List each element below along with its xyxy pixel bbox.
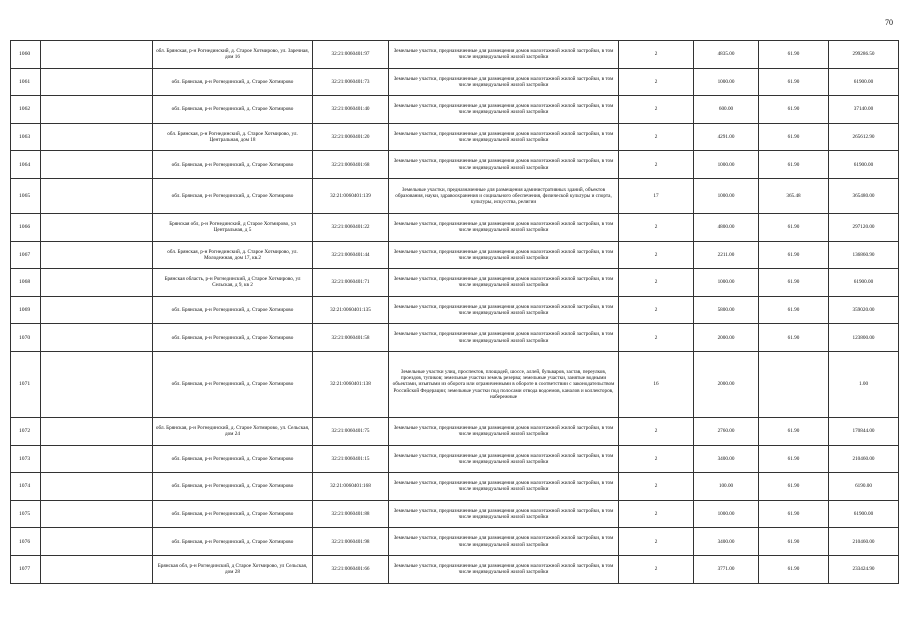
cadastral-value-cell: 365480.00 [829,178,899,213]
cadastral-number-cell: 32:21:0060401:168 [313,473,389,501]
blank-cell [41,178,153,213]
use-group-cell: 2 [619,213,694,241]
land-use-purpose-cell: Земельные участки, предназначенные для размещения домов малоэтажной жилой застройки, в том числе индивидуальной жилой застройки [389,68,619,96]
address-cell: обл. Брянская, р-н Рогнединский, д. Старое Хотмирово, ул. Молодежная, дом 17, кв.2 [153,241,313,269]
table-row [11,324,899,352]
address-cell: обл. Брянская, р-н Рогнединский, д. Старое Хотмирово [153,324,313,352]
address-cell: обл. Брянская, р-н Рогнединский, д. Старое Хотмирово, ул. Заречная, дом 16 [153,41,313,69]
table-row [11,96,899,124]
land-use-purpose-cell: Земельные участки, предназначенные для размещения домов малоэтажной жилой застройки, в том числе индивидуальной жилой застройки [389,473,619,501]
row-number-cell: 1074 [11,473,41,501]
land-use-purpose-cell: Земельные участки, предназначенные для размещения домов малоэтажной жилой застройки, в том числе индивидуальной жилой застройки [389,123,619,151]
use-group-cell: 2 [619,241,694,269]
cadastral-number-cell: 32:21:0060401:75 [313,417,389,445]
use-group-cell: 2 [619,123,694,151]
blank-cell [41,41,153,69]
cadastral-value-cell: 61900.00 [829,269,899,297]
address-cell: обл. Брянская, р-н Рогнединский, д. Старое Хотмирово, ул. Сельская, дом 24 [153,417,313,445]
blank-cell [41,68,153,96]
cadastral-value-cell: 136860.90 [829,241,899,269]
land-use-purpose-cell: Земельные участки, предназначенные для размещения домов малоэтажной жилой застройки, в том числе индивидуальной жилой застройки [389,241,619,269]
area-cell: 2760.00 [694,417,759,445]
specific-value-cell: 61.90 [759,324,829,352]
address-cell: Брянская обл, р-н Рогнединский, д Старое Хотмирово, ул Центральная, д 5 [153,213,313,241]
table-row [11,151,899,179]
area-cell: 3771.00 [694,555,759,583]
land-use-purpose-cell: Земельные участки, предназначенные для размещения домов малоэтажной жилой застройки, в том числе индивидуальной жилой застройки [389,324,619,352]
land-use-purpose-cell: Земельные участки, предназначенные для размещения домов малоэтажной жилой застройки, в том числе индивидуальной жилой застройки [389,555,619,583]
table-row [11,417,899,445]
cadastral-number-cell: 32:21:0060401:68 [313,151,389,179]
use-group-cell: 2 [619,296,694,324]
address-cell: обл. Брянская, р-н Рогнединский, д. Старое Хотмирово [153,445,313,473]
cadastral-value-cell: 265612.90 [829,123,899,151]
use-group-cell: 2 [619,41,694,69]
blank-cell [41,500,153,528]
row-number-cell: 1062 [11,96,41,124]
cadastral-number-cell: 32:21:0060401:40 [313,96,389,124]
row-number-cell: 1061 [11,68,41,96]
specific-value-cell: 61.90 [759,528,829,556]
specific-value-cell: 61.90 [759,296,829,324]
blank-cell [41,417,153,445]
area-cell: 2211.00 [694,241,759,269]
area-cell: 2000.00 [694,324,759,352]
cadastral-value-cell: 233424.90 [829,555,899,583]
specific-value-cell: 61.90 [759,41,829,69]
specific-value-cell: 61.90 [759,269,829,297]
cadastral-value-cell: 1.00 [829,351,899,417]
area-cell: 1000.00 [694,269,759,297]
blank-cell [41,445,153,473]
blank-cell [41,528,153,556]
table-row [11,445,899,473]
cadastral-value-cell: 210460.00 [829,445,899,473]
area-cell: 100.00 [694,473,759,501]
cadastral-number-cell: 32:21:0060401:135 [313,296,389,324]
land-use-purpose-cell: Земельные участки, предназначенные для размещения домов малоэтажной жилой застройки, в том числе индивидуальной жилой застройки [389,269,619,297]
specific-value-cell: 61.90 [759,213,829,241]
area-cell: 4800.00 [694,213,759,241]
specific-value-cell: 61.90 [759,241,829,269]
land-use-purpose-cell: Земельные участки, предназначенные для размещения домов малоэтажной жилой застройки, в том числе индивидуальной жилой застройки [389,151,619,179]
cadastral-value-cell: 123800.00 [829,324,899,352]
use-group-cell: 2 [619,68,694,96]
area-cell: 3400.00 [694,445,759,473]
cadastral-number-cell: 32:21:0060401:73 [313,68,389,96]
cadastral-value-cell: 170844.00 [829,417,899,445]
row-number-cell: 1063 [11,123,41,151]
row-number-cell: 1069 [11,296,41,324]
blank-cell [41,473,153,501]
blank-cell [41,151,153,179]
land-use-purpose-cell: Земельные участки, предназначенные для размещения домов малоэтажной жилой застройки, в том числе индивидуальной жилой застройки [389,445,619,473]
use-group-cell: 2 [619,528,694,556]
blank-cell [41,324,153,352]
cadastral-number-cell: 32:21:0060401:44 [313,241,389,269]
table-row [11,123,899,151]
cadastral-value-cell: 297120.00 [829,213,899,241]
row-number-cell: 1067 [11,241,41,269]
use-group-cell: 2 [619,500,694,528]
land-use-purpose-cell: Земельные участки, предназначенные для размещения домов малоэтажной жилой застройки, в том числе индивидуальной жилой застройки [389,296,619,324]
cadastral-value-cell: 37140.00 [829,96,899,124]
area-cell: 3400.00 [694,528,759,556]
table-row [11,528,899,556]
specific-value-cell: 61.90 [759,96,829,124]
table-row [11,41,899,69]
table-row [11,68,899,96]
address-cell: обл. Брянская, р-н Рогнединский, д. Старое Хотмирово [153,351,313,417]
specific-value-cell: 61.90 [759,500,829,528]
row-number-cell: 1076 [11,528,41,556]
table-row [11,351,899,417]
cadastral-number-cell: 32:21:0060401:66 [313,555,389,583]
use-group-cell: 2 [619,555,694,583]
use-group-cell: 2 [619,96,694,124]
blank-cell [41,351,153,417]
area-cell: 600.00 [694,96,759,124]
address-cell: обл. Брянская, р-н Рогнединский, д. Старое Хотмирово [153,178,313,213]
cadastral-number-cell: 32:21:0060401:138 [313,351,389,417]
address-cell: Брянская область, р-н Рогнединский, д Старое Хотмирово, ул Сельская, д 9, кв 2 [153,269,313,297]
land-use-purpose-cell: Земельные участки, предназначенные для размещения домов малоэтажной жилой застройки, в том числе индивидуальной жилой застройки [389,500,619,528]
cadastral-number-cell: 32:21:0060401:88 [313,500,389,528]
cadastral-number-cell: 32:21:0060401:97 [313,41,389,69]
address-cell: обл. Брянская, р-н Рогнединский, д. Старое Хотмирово [153,68,313,96]
area-cell: 5800.00 [694,296,759,324]
cadastral-value-cell: 61900.00 [829,500,899,528]
cadastral-value-cell: 299286.50 [829,41,899,69]
table-row [11,213,899,241]
table-row [11,555,899,583]
table-body [11,41,899,584]
blank-cell [41,269,153,297]
table-row [11,269,899,297]
cadastral-number-cell: 32:21:0060401:15 [313,445,389,473]
address-cell: обл. Брянская, р-н Рогнединский, д. Старое Хотмирово, ул. Центральная, дом 18 [153,123,313,151]
specific-value-cell: 61.90 [759,417,829,445]
specific-value-cell: 61.90 [759,123,829,151]
area-cell: 1000.00 [694,178,759,213]
row-number-cell: 1070 [11,324,41,352]
land-use-purpose-cell: Земельные участки, предназначенные для размещения домов малоэтажной жилой застройки, в том числе индивидуальной жилой застройки [389,528,619,556]
blank-cell [41,296,153,324]
row-number-cell: 1075 [11,500,41,528]
specific-value-cell: 61.90 [759,445,829,473]
use-group-cell: 17 [619,178,694,213]
address-cell: обл. Брянская, р-н Рогнединский, д. Старое Хотмирово [153,96,313,124]
area-cell: 2000.00 [694,351,759,417]
cadastral-value-cell: 359020.00 [829,296,899,324]
page-number: 70 [885,18,893,27]
land-use-purpose-cell: Земельные участки улиц, проспектов, площадей, шоссе, аллей, бульваров, застав, переулков, проездов, тупиков; земельные участки земель резерва; земельные участки, занятые водными объектами, изъятыми из оборота или ограниченными в обороте в соответствии с законодательством Российской Федерации; земельные участки под полосами отвода водоемов, каналов и коллекторов, набережные [389,351,619,417]
blank-cell [41,213,153,241]
land-use-purpose-cell: Земельные участки, предназначенные для размещения домов малоэтажной жилой застройки, в том числе индивидуальной жилой застройки [389,96,619,124]
use-group-cell: 2 [619,445,694,473]
address-cell: обл. Брянская, р-н Рогнединский, д. Старое Хотмирово [153,528,313,556]
cadastral-value-cell: 210460.00 [829,528,899,556]
use-group-cell: 2 [619,417,694,445]
cadastral-number-cell: 32:21:0060401:98 [313,528,389,556]
address-cell: обл. Брянская, р-н Рогнединский, д. Старое Хотмирово [153,151,313,179]
specific-value-cell: 365.48 [759,178,829,213]
blank-cell [41,96,153,124]
specific-value-cell: 61.90 [759,473,829,501]
area-cell: 1000.00 [694,68,759,96]
area-cell: 1000.00 [694,500,759,528]
blank-cell [41,555,153,583]
table-row [11,500,899,528]
cadastral-number-cell: 32:21:0060401:22 [313,213,389,241]
specific-value-cell: 61.90 [759,68,829,96]
cadastral-value-cell: 61900.00 [829,68,899,96]
cadastral-value-table [10,40,899,584]
cadastral-number-cell: 32:21:0060401:58 [313,324,389,352]
cadastral-value-cell: 61900.00 [829,151,899,179]
cadastral-number-cell: 32:21:0060401:20 [313,123,389,151]
address-cell: обл. Брянская, р-н Рогнединский, д. Старое Хотмирово [153,473,313,501]
row-number-cell: 1072 [11,417,41,445]
area-cell: 4835.00 [694,41,759,69]
table-row [11,241,899,269]
use-group-cell: 2 [619,269,694,297]
row-number-cell: 1068 [11,269,41,297]
row-number-cell: 1060 [11,41,41,69]
row-number-cell: 1065 [11,178,41,213]
cadastral-number-cell: 32:21:0060401:71 [313,269,389,297]
use-group-cell: 2 [619,151,694,179]
row-number-cell: 1073 [11,445,41,473]
use-group-cell: 2 [619,473,694,501]
blank-cell [41,123,153,151]
area-cell: 4291.00 [694,123,759,151]
specific-value-cell [759,351,829,417]
land-use-purpose-cell: Земельные участки, предназначенные для размещения домов малоэтажной жилой застройки, в том числе индивидуальной жилой застройки [389,417,619,445]
row-number-cell: 1077 [11,555,41,583]
row-number-cell: 1066 [11,213,41,241]
address-cell: Брянская обл, р-н Рогнединский, д Старое Хотмирово, ул Сельская, дом 28 [153,555,313,583]
table-row [11,296,899,324]
address-cell: обл. Брянская, р-н Рогнединский, д. Старое Хотмирово [153,296,313,324]
address-cell: обл. Брянская, р-н Рогнединский, д. Старое Хотмирово [153,500,313,528]
table-row [11,473,899,501]
land-use-purpose-cell: Земельные участки, предназначенные для размещения домов малоэтажной жилой застройки, в том числе индивидуальной жилой застройки [389,213,619,241]
land-use-purpose-cell: Земельные участки, предназначенные для размещения административных зданий, объектов образования, науки, здравоохранения и социального обеспечения, физической культуры и спорта, культуры, искусства, религии [389,178,619,213]
specific-value-cell: 61.90 [759,555,829,583]
row-number-cell: 1071 [11,351,41,417]
cadastral-value-cell: 6190.00 [829,473,899,501]
cadastral-number-cell: 32:21:0060401:139 [313,178,389,213]
blank-cell [41,241,153,269]
table-row [11,178,899,213]
use-group-cell: 16 [619,351,694,417]
specific-value-cell: 61.90 [759,151,829,179]
row-number-cell: 1064 [11,151,41,179]
land-use-purpose-cell: Земельные участки, предназначенные для размещения домов малоэтажной жилой застройки, в том числе индивидуальной жилой застройки [389,41,619,69]
area-cell: 1000.00 [694,151,759,179]
use-group-cell: 2 [619,324,694,352]
